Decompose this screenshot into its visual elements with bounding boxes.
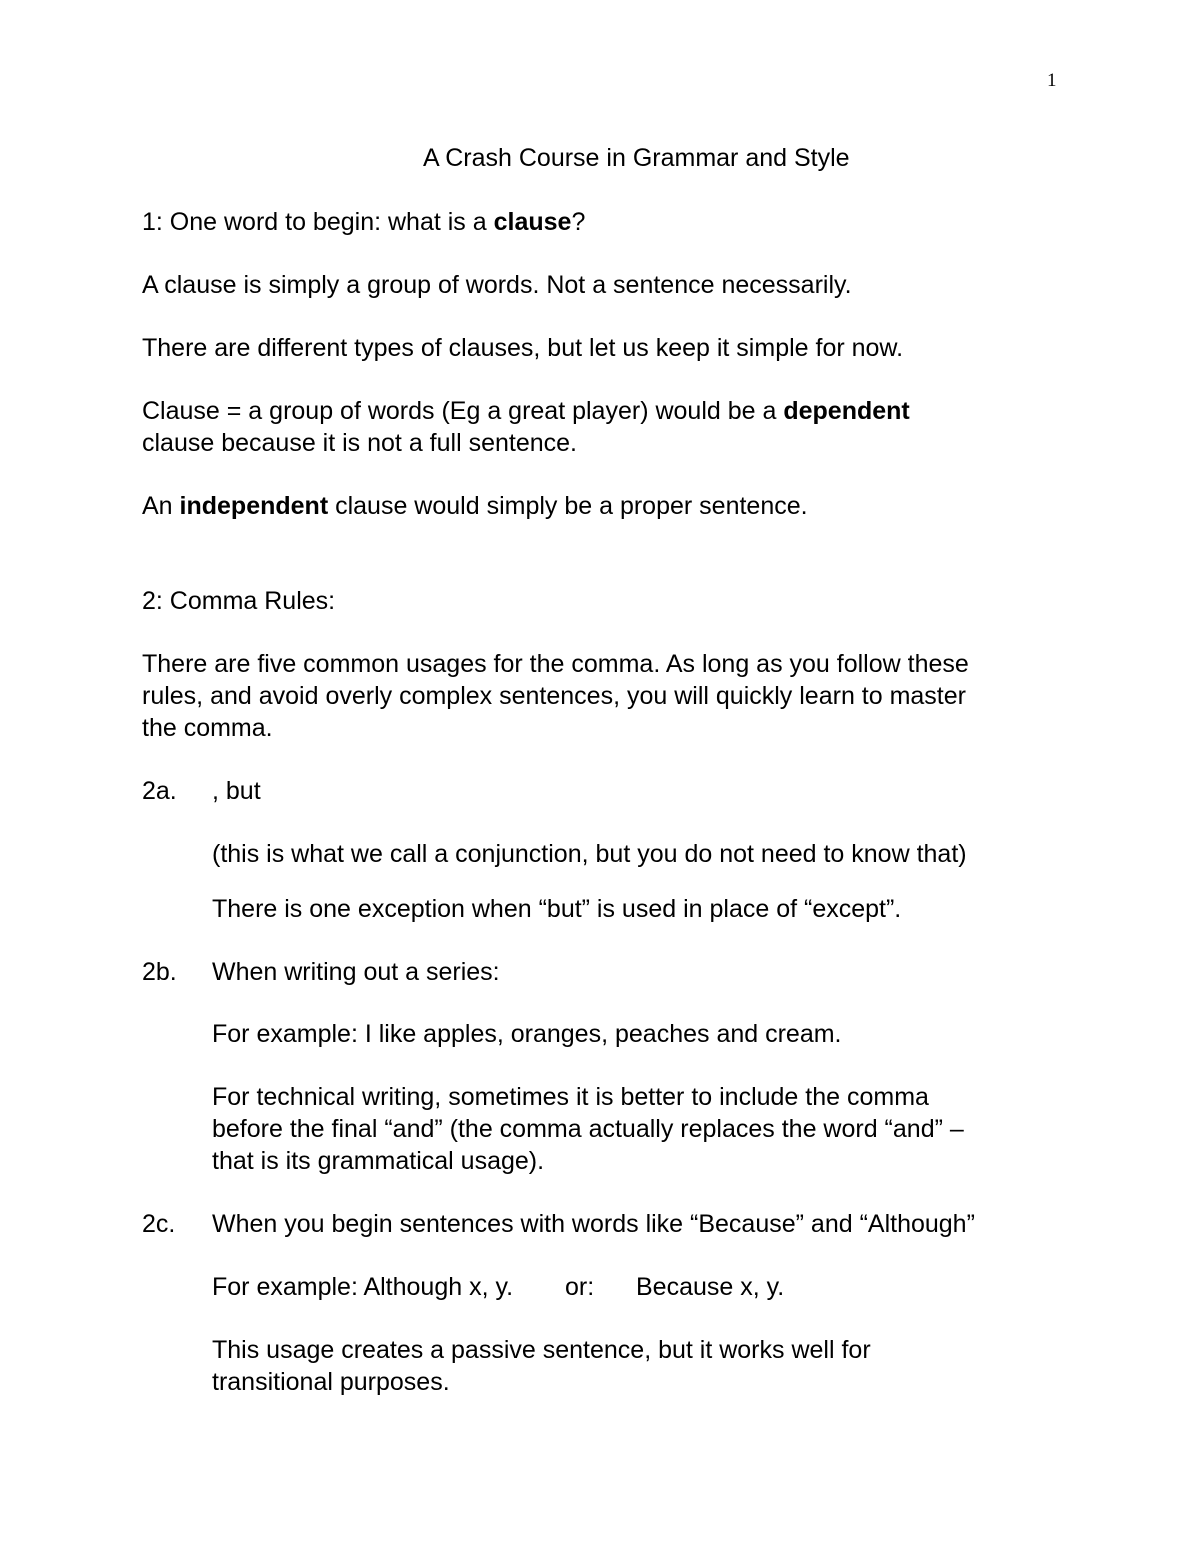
section2-intro-line-1: There are five common usages for the comma. As long as you follow these xyxy=(142,650,969,678)
section1-heading-suffix: ? xyxy=(571,208,586,236)
rule-2b-example: For example: I like apples, oranges, peaches and cream. xyxy=(212,1020,842,1048)
section1-paragraph-2: There are different types of clauses, but let us keep it simple for now. xyxy=(142,334,904,362)
rule-2c-example-2: Because x, y. xyxy=(636,1273,785,1301)
rule-2b-label: 2b. xyxy=(142,958,177,986)
rule-2c-note-line-2: transitional purposes. xyxy=(212,1368,450,1396)
rule-2b-note-line-1: For technical writing, sometimes it is better to include the comma xyxy=(212,1083,929,1111)
rule-2a-note-2: There is one exception when “but” is used in place of “except”. xyxy=(212,895,902,923)
rule-2c-label: 2c. xyxy=(142,1210,176,1238)
section1-paragraph-4-suffix: clause would simply be a proper sentence. xyxy=(328,492,808,520)
section1-paragraph-3 xyxy=(142,395,910,427)
rule-2a-note-1: (this is what we call a conjunction, but you do not need to know that) xyxy=(212,840,967,868)
rule-2b-text: When writing out a series: xyxy=(212,958,500,986)
rule-2a-text: , but xyxy=(212,777,261,805)
rule-2b-note-line-3: that is its grammatical usage). xyxy=(212,1147,545,1175)
page-number: 1 xyxy=(1047,70,1057,91)
rule-2c-example-or: or: xyxy=(565,1273,595,1301)
section1-paragraph-4 xyxy=(142,490,808,522)
independent-term: independent xyxy=(179,492,329,520)
section1-heading xyxy=(142,206,585,238)
section2-intro-line-2: rules, and avoid overly complex sentences, you will quickly learn to master xyxy=(142,682,966,710)
section1-paragraph-3-line2: clause because it is not a full sentence. xyxy=(142,429,577,457)
rule-2c-text: When you begin sentences with words like “Because” and “Although” xyxy=(212,1210,975,1238)
section1-paragraph-3-text: Clause = a group of words (Eg a great player) would be a xyxy=(142,397,784,425)
rule-2c-example-1: For example: Although x, y. xyxy=(212,1273,514,1301)
section1-paragraph-1: A clause is simply a group of words. Not a sentence necessarily. xyxy=(142,271,852,299)
section1-heading-text: 1: One word to begin: what is a xyxy=(142,208,494,236)
section2-intro-line-3: the comma. xyxy=(142,714,273,742)
section1-heading-bold: clause xyxy=(493,208,572,236)
section2-heading: 2: Comma Rules: xyxy=(142,587,336,615)
document-title: A Crash Course in Grammar and Style xyxy=(423,144,850,172)
section1-paragraph-4-prefix: An xyxy=(142,492,180,520)
dependent-term: dependent xyxy=(783,397,910,425)
rule-2b-note-line-2: before the final “and” (the comma actually replaces the word “and” – xyxy=(212,1115,964,1143)
rule-2a-label: 2a. xyxy=(142,777,177,805)
rule-2c-note-line-1: This usage creates a passive sentence, but it works well for xyxy=(212,1336,871,1364)
